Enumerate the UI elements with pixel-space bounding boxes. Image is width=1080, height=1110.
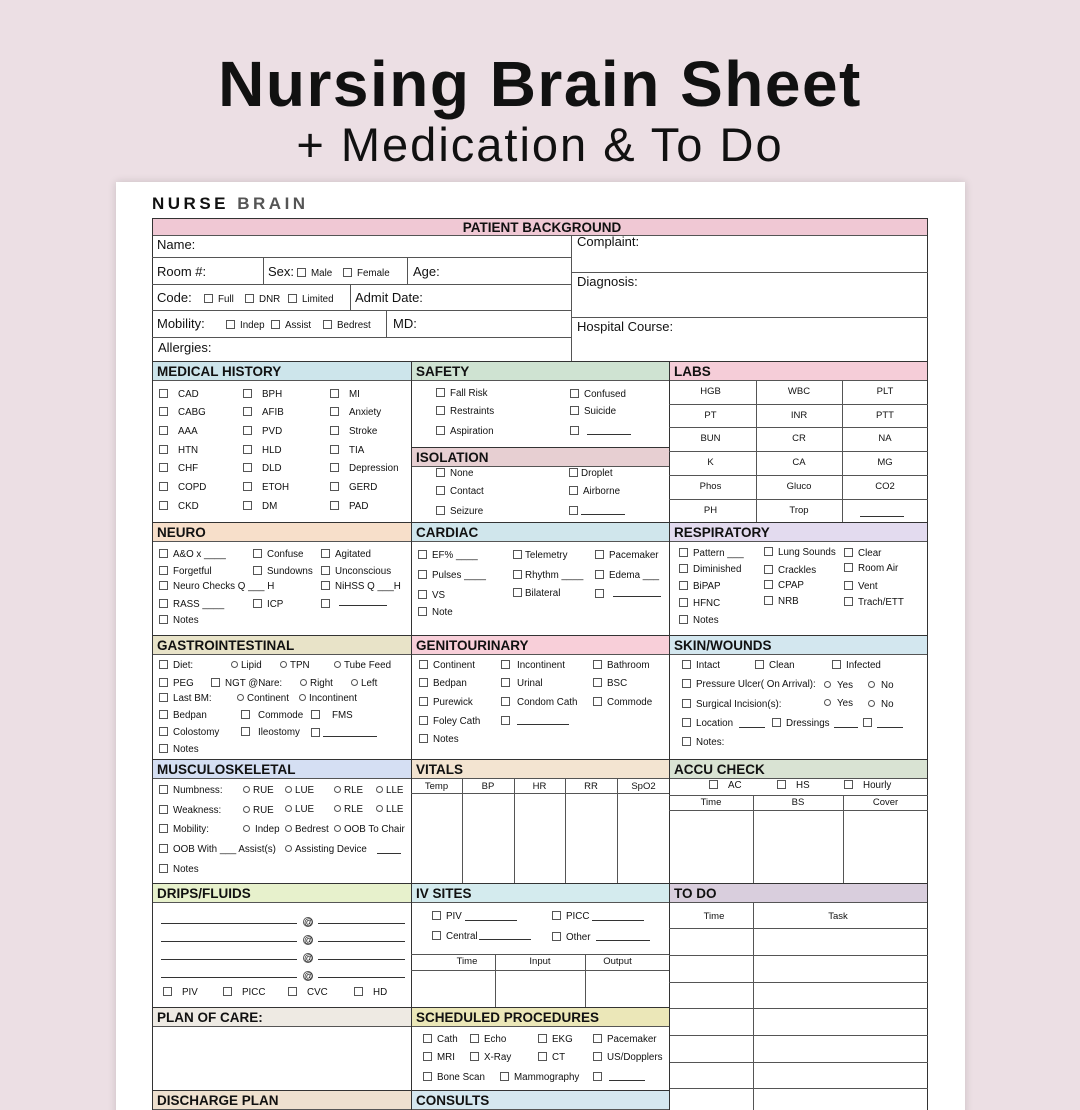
- medical-history-item-checkbox[interactable]: CKD: [159, 501, 199, 513]
- medical-history-item-checkbox[interactable]: MI: [330, 389, 360, 401]
- plan-of-care-title: PLAN OF CARE:: [153, 1008, 411, 1027]
- vitals-col-4: SpO2: [631, 781, 656, 792]
- gi-lipid-radio[interactable]: Lipid: [231, 660, 262, 672]
- gi-other-checkbox[interactable]: [311, 728, 325, 740]
- medical-history-item-checkbox[interactable]: CABG: [159, 407, 206, 419]
- msk-notes-checkbox[interactable]: Notes: [159, 864, 199, 876]
- hospital-course-label: Hospital Course:: [577, 319, 674, 334]
- numb-rle-radio[interactable]: RLE: [334, 785, 363, 797]
- drips-hd-checkbox[interactable]: HD: [354, 987, 387, 999]
- safety-restraints-checkbox[interactable]: Restraints: [436, 406, 494, 418]
- iv-piv-checkbox[interactable]: PIV: [432, 911, 462, 923]
- neuro-notes-checkbox[interactable]: Notes: [159, 615, 199, 627]
- vitals-col-3: RR: [584, 781, 598, 792]
- gu-commode-checkbox[interactable]: Commode: [593, 697, 652, 709]
- isolation-other-checkbox[interactable]: [569, 506, 583, 518]
- medical-history-title: MEDICAL HISTORY: [153, 362, 411, 381]
- discharge-plan-title: DISCHARGE PLAN: [153, 1091, 411, 1110]
- cardiac-note-checkbox[interactable]: Note: [418, 607, 453, 619]
- code-full-checkbox[interactable]: Full: [204, 294, 234, 306]
- drip-at-icon: @: [304, 953, 314, 963]
- neuro-rass-checkbox[interactable]: RASS ____: [159, 599, 224, 611]
- iv-col-input: Input: [529, 956, 551, 967]
- male-checkbox[interactable]: Male: [297, 268, 332, 280]
- skin-surgical-checkbox[interactable]: Surgical Incision(s):: [682, 699, 781, 711]
- mobility-assist-checkbox[interactable]: Assist: [271, 320, 311, 332]
- pressure-yes-radio[interactable]: Yes: [824, 680, 853, 692]
- msk-weakness-checkbox[interactable]: Weakness:: [159, 805, 221, 817]
- vitals-col-2: HR: [532, 781, 547, 792]
- gi-commode-checkbox[interactable]: Commode: [241, 710, 303, 722]
- resp-crackles-checkbox[interactable]: Crackles: [764, 565, 816, 577]
- medical-history-item-checkbox[interactable]: Stroke: [330, 426, 377, 438]
- cardiac-other-checkbox[interactable]: [595, 589, 609, 601]
- lab-cell-14: CO2: [875, 481, 895, 492]
- medical-history-item-checkbox[interactable]: HLD: [243, 445, 282, 457]
- lab-cell-2: PLT: [876, 386, 894, 397]
- gi-bedpan-checkbox[interactable]: Bedpan: [159, 710, 207, 722]
- skin-infected-checkbox[interactable]: Infected: [832, 660, 881, 672]
- neuro-ao-checkbox[interactable]: A&O x ____: [159, 549, 226, 561]
- lab-cell-1: WBC: [787, 386, 811, 397]
- gi-title: GASTROINTESTINAL: [153, 636, 411, 655]
- cardiac-bilateral-checkbox[interactable]: Bilateral: [513, 588, 560, 600]
- drip-at-icon: @: [304, 935, 314, 945]
- iv-central-checkbox[interactable]: Central: [432, 931, 478, 943]
- todo-col-task: Task: [828, 911, 848, 922]
- resp-vent-checkbox[interactable]: Vent: [844, 581, 878, 593]
- skin-notes-checkbox[interactable]: Notes:: [682, 737, 724, 749]
- lab-cell-5: PTT: [876, 410, 894, 421]
- medical-history-item-checkbox[interactable]: CHF: [159, 463, 198, 475]
- neuro-icp-checkbox[interactable]: ICP: [253, 599, 283, 611]
- md-label: MD:: [393, 316, 417, 331]
- drips-cvc-checkbox[interactable]: CVC: [288, 987, 328, 999]
- weak-lue-radio[interactable]: LUE: [285, 804, 314, 816]
- cardiac-title: CARDIAC: [412, 523, 669, 542]
- labs-title: LABS: [670, 362, 927, 381]
- gu-purewick-checkbox[interactable]: Purewick: [419, 697, 473, 709]
- safety-suicide-checkbox[interactable]: Suicide: [570, 406, 616, 418]
- medical-history-item-checkbox[interactable]: Anxiety: [330, 407, 381, 419]
- drips-piv-checkbox[interactable]: PIV: [163, 987, 198, 999]
- code-label: Code:: [157, 290, 192, 305]
- resp-pattern-checkbox[interactable]: Pattern ___: [679, 548, 744, 560]
- neuro-agitated-checkbox[interactable]: Agitated: [321, 549, 371, 561]
- age-label: Age:: [413, 264, 440, 279]
- cardiac-rhythm-checkbox[interactable]: Rhythm ____: [513, 570, 583, 582]
- accu-hs-checkbox[interactable]: HS: [777, 780, 810, 792]
- lab-cell-10: CA: [792, 457, 806, 468]
- accu-col-cover: Cover: [872, 797, 899, 808]
- lab-cell-15: PH: [703, 505, 718, 516]
- medical-history-item-checkbox[interactable]: DM: [243, 501, 277, 513]
- sex-label: Sex:: [268, 264, 295, 279]
- safety-other-checkbox[interactable]: [570, 426, 584, 438]
- medical-history-item-checkbox[interactable]: BPH: [243, 389, 282, 401]
- proc-pacemaker-checkbox[interactable]: Pacemaker: [593, 1034, 657, 1046]
- medical-history-item-checkbox[interactable]: AAA: [159, 426, 198, 438]
- diagnosis-label: Diagnosis:: [577, 274, 638, 289]
- mobility-indep-checkbox[interactable]: Indep: [226, 320, 265, 332]
- accu-check-title: ACCU CHECK: [670, 760, 927, 779]
- cardiac-ef-checkbox[interactable]: EF% ____: [418, 550, 478, 562]
- cardiac-pacemaker-checkbox[interactable]: Pacemaker: [595, 550, 659, 562]
- resp-diminished-checkbox[interactable]: Diminished: [679, 564, 741, 576]
- resp-lung-sounds-checkbox[interactable]: Lung Sounds: [764, 547, 836, 559]
- gi-tube-feed-radio[interactable]: Tube Feed: [334, 660, 391, 672]
- name-label: Name:: [157, 237, 196, 252]
- proc-cath-checkbox[interactable]: Cath: [423, 1034, 458, 1046]
- pressure-no-radio[interactable]: No: [868, 680, 894, 692]
- allergies-label: Allergies:: [158, 340, 212, 355]
- gi-ngt-checkbox[interactable]: NGT @Nare:: [211, 678, 282, 690]
- iv-col-time: Time: [456, 956, 478, 967]
- vitals-col-1: BP: [481, 781, 495, 792]
- gu-bathroom-checkbox[interactable]: Bathroom: [593, 660, 649, 672]
- vitals-col-0: Temp: [424, 781, 449, 792]
- safety-aspiration-checkbox[interactable]: Aspiration: [436, 426, 494, 438]
- proc-mammography-checkbox[interactable]: Mammography: [500, 1072, 579, 1084]
- resp-hfnc-checkbox[interactable]: HFNC: [679, 598, 720, 610]
- skin-dressings-checkbox[interactable]: Dressings: [772, 718, 830, 730]
- medical-history-section: [152, 361, 412, 524]
- lab-cell-13: Gluco: [786, 481, 812, 492]
- patient-background-section: [152, 218, 928, 362]
- gu-title: GENITOURINARY: [412, 636, 669, 655]
- isolation-airborne-checkbox[interactable]: Airborne: [569, 486, 620, 498]
- respiratory-title: RESPIRATORY: [670, 523, 927, 542]
- medical-history-item-checkbox[interactable]: HTN: [159, 445, 198, 457]
- neuro-nihss-checkbox[interactable]: NiHSS Q ___H: [321, 581, 401, 593]
- discharge-plan-section: [152, 1090, 412, 1110]
- weak-rue-radio[interactable]: RUE: [243, 805, 274, 817]
- drip-at-icon: @: [304, 917, 314, 927]
- gi-left-radio[interactable]: Left: [351, 678, 377, 690]
- accu-hourly-checkbox[interactable]: Hourly: [844, 780, 891, 792]
- proc-us-checkbox[interactable]: US/Dopplers: [593, 1052, 663, 1064]
- lab-cell-0: HGB: [700, 386, 721, 397]
- surgical-yes-radio[interactable]: Yes: [824, 698, 853, 710]
- drips-picc-checkbox[interactable]: PICC: [223, 987, 265, 999]
- proc-bone-scan-checkbox[interactable]: Bone Scan: [423, 1072, 485, 1084]
- accu-col-time: Time: [700, 797, 722, 808]
- medical-history-item-checkbox[interactable]: GERD: [330, 482, 377, 494]
- medical-history-item-checkbox[interactable]: Depression: [330, 463, 399, 475]
- resp-cpap-checkbox[interactable]: CPAP: [764, 580, 804, 592]
- neuro-title: NEURO: [153, 523, 411, 542]
- medical-history-item-checkbox[interactable]: COPD: [159, 482, 206, 494]
- numb-lle-radio[interactable]: LLE: [376, 785, 403, 797]
- admit-date-label: Admit Date:: [355, 290, 423, 305]
- gi-ileostomy-checkbox[interactable]: Ileostomy: [241, 727, 300, 739]
- plan-of-care-section: [152, 1007, 412, 1092]
- resp-room-air-checkbox[interactable]: Room Air: [844, 563, 898, 575]
- page-title: Nursing Brain Sheet: [218, 48, 862, 120]
- resp-nrb-checkbox[interactable]: NRB: [764, 596, 799, 608]
- gi-continent-radio[interactable]: Continent: [237, 693, 289, 705]
- code-dnr-checkbox[interactable]: DNR: [245, 294, 280, 306]
- iv-picc-checkbox[interactable]: PICC: [552, 911, 589, 923]
- lab-cell-9: K: [707, 457, 714, 468]
- numb-rue-radio[interactable]: RUE: [243, 785, 274, 797]
- mob-oob-chair-radio[interactable]: OOB To Chair: [334, 824, 405, 836]
- lab-cell-4: INR: [790, 410, 808, 421]
- proc-other-checkbox[interactable]: [593, 1072, 607, 1084]
- medical-history-item-checkbox[interactable]: PAD: [330, 501, 368, 513]
- proc-ct-checkbox[interactable]: CT: [538, 1052, 565, 1064]
- vitals-title: VITALS: [412, 760, 669, 779]
- isolation-contact-checkbox[interactable]: Contact: [436, 486, 484, 498]
- isolation-title: ISOLATION: [412, 448, 669, 467]
- medical-history-item-checkbox[interactable]: AFIB: [243, 407, 284, 419]
- gu-condom-cath-checkbox[interactable]: Condom Cath: [501, 697, 577, 709]
- msk-title: MUSCULOSKELETAL: [153, 760, 411, 779]
- mob-indep-radio[interactable]: Indep: [243, 824, 280, 836]
- todo-col-time: Time: [703, 911, 725, 922]
- consults-section: [411, 1090, 670, 1110]
- iv-sites-section: [411, 883, 670, 1009]
- msk-mobility-checkbox[interactable]: Mobility:: [159, 824, 209, 836]
- cardiac-edema-checkbox[interactable]: Edema ___: [595, 570, 659, 582]
- proc-xray-checkbox[interactable]: X-Ray: [470, 1052, 511, 1064]
- numb-lue-radio[interactable]: LUE: [285, 785, 314, 797]
- skin-location-checkbox[interactable]: Location: [682, 718, 733, 730]
- gu-foley-checkbox[interactable]: Foley Cath: [419, 716, 480, 728]
- drip-at-icon: @: [304, 971, 314, 981]
- accu-check-section: [669, 759, 928, 885]
- proc-echo-checkbox[interactable]: Echo: [470, 1034, 506, 1046]
- brand-logo: NURSE BRAIN: [152, 194, 309, 213]
- gu-notes-checkbox[interactable]: Notes: [419, 734, 459, 746]
- isolation-none-checkbox[interactable]: None: [436, 468, 473, 480]
- msk-device-radio[interactable]: Assisting Device: [285, 844, 367, 856]
- mobility-bedrest-checkbox[interactable]: Bedrest: [323, 320, 371, 332]
- todo-title: TO DO: [670, 884, 927, 903]
- neuro-unconscious-checkbox[interactable]: Unconscious: [321, 566, 391, 578]
- gu-urinal-checkbox[interactable]: Urinal: [501, 678, 543, 690]
- gu-continent-checkbox[interactable]: Continent: [419, 660, 475, 672]
- complaint-label: Complaint:: [577, 234, 640, 249]
- code-limited-checkbox[interactable]: Limited: [288, 294, 334, 306]
- neuro-sundowns-checkbox[interactable]: Sundowns: [253, 566, 313, 578]
- drips-title: DRIPS/FLUIDS: [153, 884, 411, 903]
- accu-ac-checkbox[interactable]: AC: [709, 780, 742, 792]
- gi-tpn-radio[interactable]: TPN: [280, 660, 310, 672]
- medical-history-item-checkbox[interactable]: DLD: [243, 463, 282, 475]
- cardiac-vs-checkbox[interactable]: VS: [418, 590, 445, 602]
- neuro-confuse-checkbox[interactable]: Confuse: [253, 549, 304, 561]
- vitals-section: [411, 759, 670, 885]
- skin-intact-checkbox[interactable]: Intact: [682, 660, 720, 672]
- gi-last-bm-checkbox[interactable]: Last BM:: [159, 693, 212, 705]
- neuro-checks-checkbox[interactable]: Neuro Checks Q ___ H: [159, 581, 274, 593]
- resp-clear-checkbox[interactable]: Clear: [844, 548, 881, 560]
- weak-lle-radio[interactable]: LLE: [376, 804, 403, 816]
- skin-clean-checkbox[interactable]: Clean: [755, 660, 795, 672]
- safety-confused-checkbox[interactable]: Confused: [570, 389, 626, 401]
- gu-bsc-checkbox[interactable]: BSC: [593, 678, 627, 690]
- resp-notes-checkbox[interactable]: Notes: [679, 615, 719, 627]
- proc-ekg-checkbox[interactable]: EKG: [538, 1034, 573, 1046]
- lab-cell-12: Phos: [699, 481, 722, 492]
- cardiac-pulses-checkbox[interactable]: Pulses ____: [418, 570, 486, 582]
- gu-bedpan-checkbox[interactable]: Bedpan: [419, 678, 467, 690]
- skin-pressure-ulcer-checkbox[interactable]: Pressure Ulcer( On Arrival):: [682, 679, 816, 691]
- lab-cell-16: Trop: [789, 505, 809, 516]
- skin-title: SKIN/WOUNDS: [670, 636, 927, 655]
- iv-other-checkbox[interactable]: Other: [552, 932, 591, 944]
- lab-cell-11: MG: [877, 457, 893, 468]
- safety-fall-risk-checkbox[interactable]: Fall Risk: [436, 388, 488, 400]
- medical-history-item-checkbox[interactable]: ETOH: [243, 482, 289, 494]
- safety-title: SAFETY: [412, 362, 669, 381]
- neuro-other-checkbox[interactable]: [321, 599, 335, 611]
- iv-col-output: Output: [603, 956, 632, 967]
- skin-other-checkbox[interactable]: [863, 718, 877, 730]
- iv-sites-title: IV SITES: [412, 884, 669, 903]
- accu-col-bs: BS: [791, 797, 805, 808]
- cardiac-telemetry-checkbox[interactable]: Telemetry: [513, 550, 567, 562]
- procedures-title: SCHEDULED PROCEDURES: [412, 1008, 669, 1027]
- gi-right-radio[interactable]: Right: [300, 678, 333, 690]
- room-label: Room #:: [157, 264, 207, 279]
- female-checkbox[interactable]: Female: [343, 268, 390, 280]
- gi-diet-checkbox[interactable]: Diet:: [159, 660, 193, 672]
- proc-mri-checkbox[interactable]: MRI: [423, 1052, 455, 1064]
- medical-history-item-checkbox[interactable]: CAD: [159, 389, 199, 401]
- gu-other-checkbox[interactable]: [501, 716, 515, 728]
- medical-history-item-checkbox[interactable]: TIA: [330, 445, 364, 457]
- gi-colostomy-checkbox[interactable]: Colostomy: [159, 727, 219, 739]
- mob-bedrest-radio[interactable]: Bedrest: [285, 824, 329, 836]
- consults-title: CONSULTS: [412, 1091, 669, 1110]
- page-subtitle: + Medication & To Do: [296, 118, 784, 171]
- neuro-forgetful-checkbox[interactable]: Forgetful: [159, 566, 212, 578]
- msk-numbness-checkbox[interactable]: Numbness:: [159, 785, 223, 797]
- gi-notes-checkbox[interactable]: Notes: [159, 744, 199, 756]
- surgical-no-radio[interactable]: No: [868, 699, 894, 711]
- weak-rle-radio[interactable]: RLE: [334, 804, 363, 816]
- patient-background-title: PATIENT BACKGROUND: [153, 219, 927, 236]
- gi-incontinent-radio[interactable]: Incontinent: [299, 693, 357, 705]
- medical-history-item-checkbox[interactable]: PVD: [243, 426, 282, 438]
- resp-trach-checkbox[interactable]: Trach/ETT: [844, 597, 904, 609]
- lab-cell-6: BUN: [700, 433, 721, 444]
- msk-oob-with-checkbox[interactable]: OOB With ___ Assist(s): [159, 844, 276, 856]
- resp-bipap-checkbox[interactable]: BiPAP: [679, 581, 721, 593]
- lab-cell-8: NA: [878, 433, 892, 444]
- lab-cell-7: CR: [792, 433, 806, 444]
- gu-incontinent-checkbox[interactable]: Incontinent: [501, 660, 565, 672]
- lab-cell-3: PT: [704, 410, 717, 421]
- isolation-seizure-checkbox[interactable]: Seizure: [436, 506, 483, 518]
- gi-fms-checkbox[interactable]: FMS: [311, 710, 353, 722]
- isolation-droplet-checkbox[interactable]: Droplet: [569, 468, 613, 480]
- gi-peg-checkbox[interactable]: PEG: [159, 678, 194, 690]
- mobility-label: Mobility:: [157, 316, 205, 331]
